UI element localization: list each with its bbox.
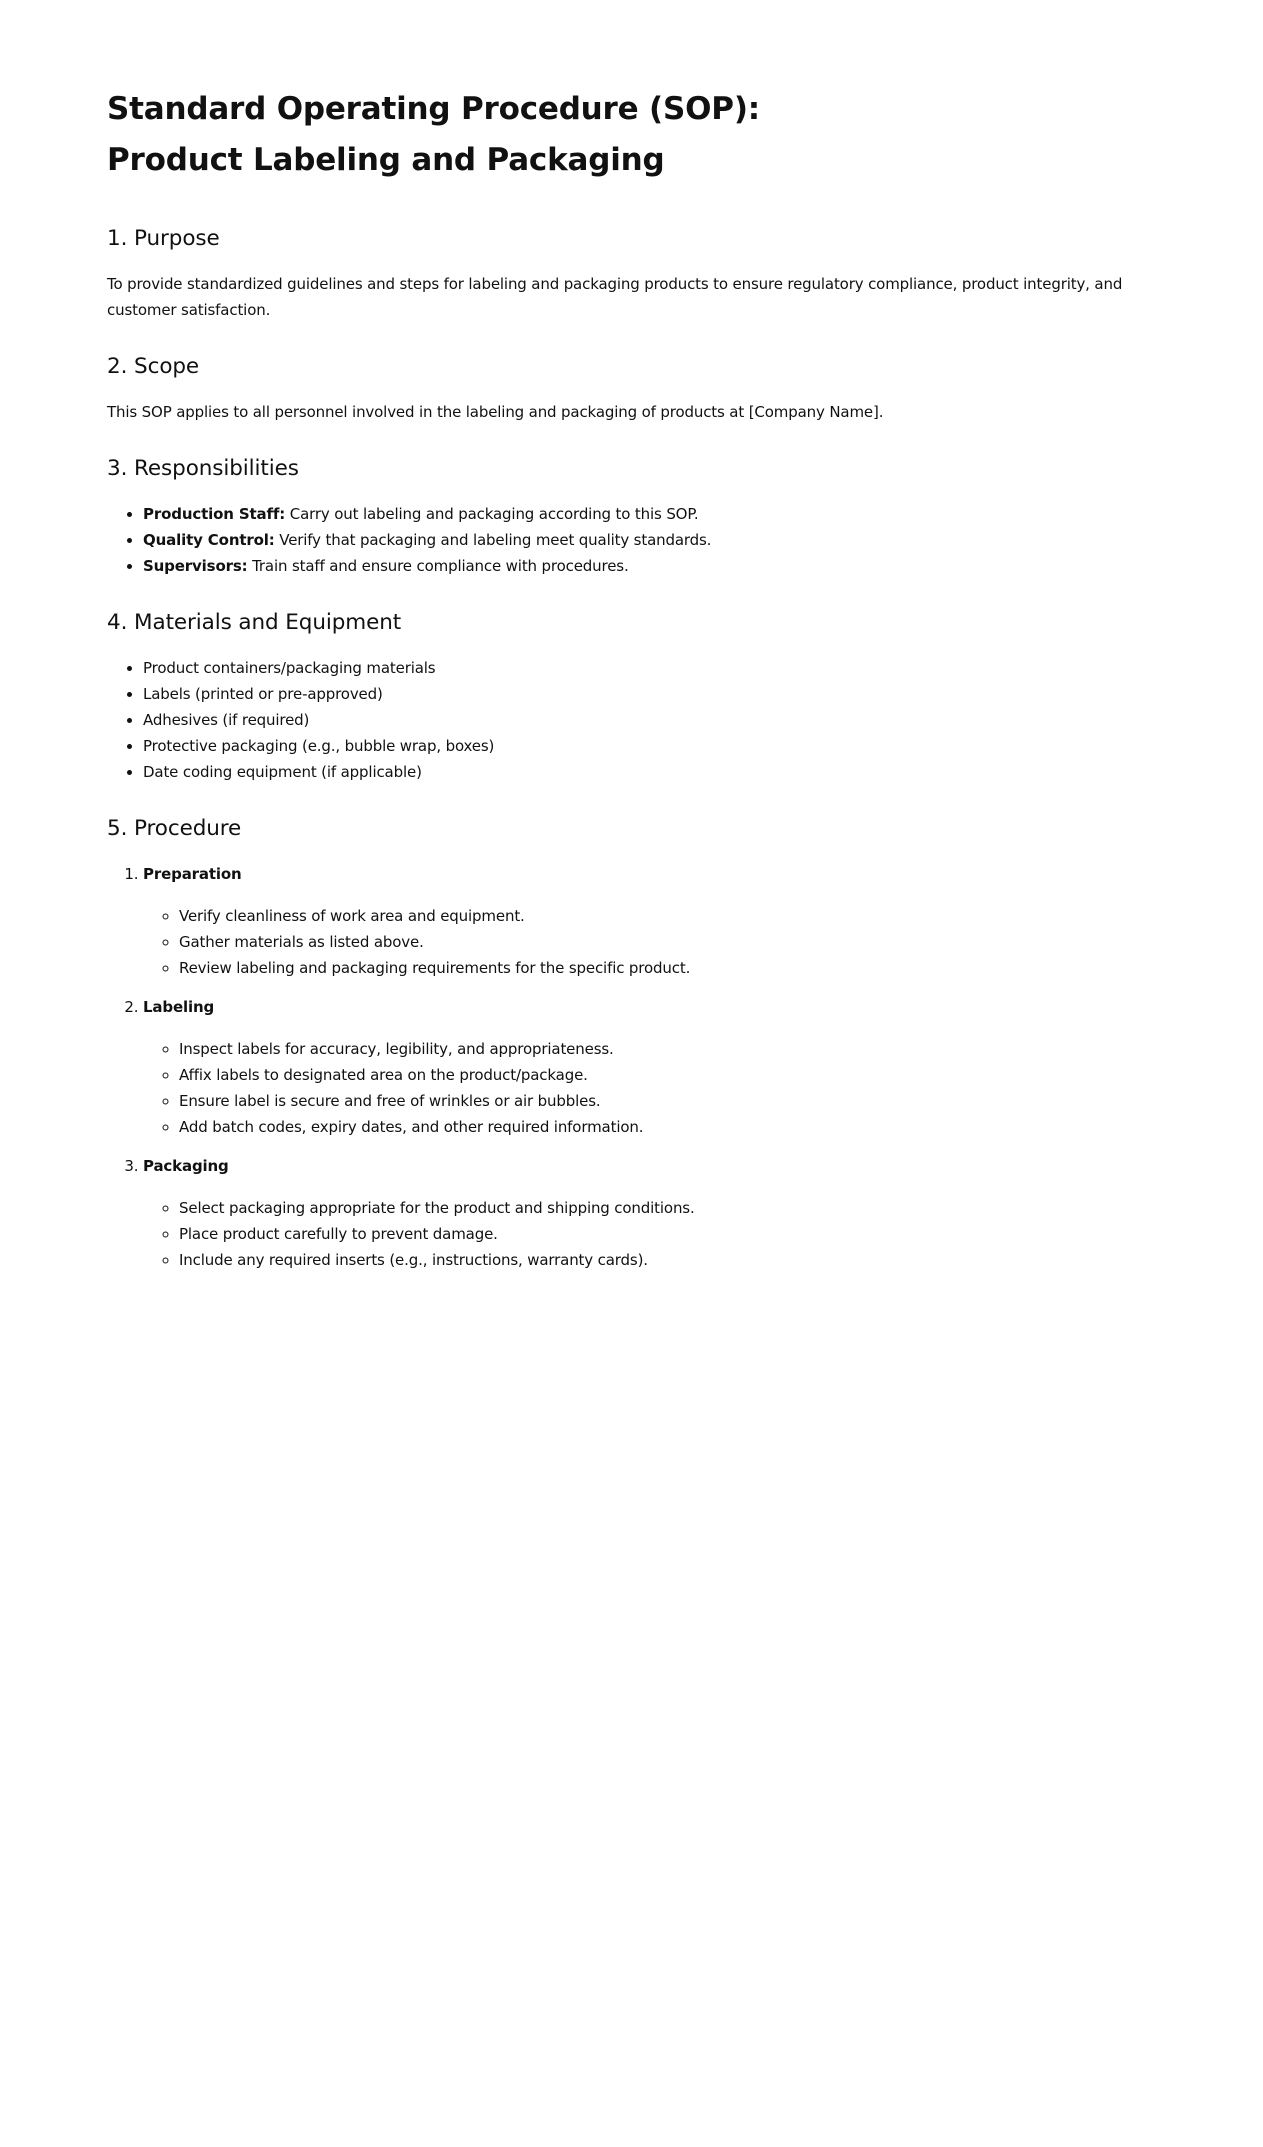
responsibilities-list [107, 501, 1156, 579]
list-item: ◦ Add batch codes, expiry dates, and other required information. [179, 1114, 1156, 1140]
materials-list [107, 655, 1156, 785]
list-item: ◦ Place product carefully to prevent damage. [179, 1221, 1156, 1247]
role-term: Production Staff: [143, 505, 286, 523]
list-item [143, 501, 1156, 527]
role-description: Carry out labeling and packaging according to this SOP. [285, 505, 699, 523]
list-item: ◦ Ensure label is secure and free of wrinkles or air bubbles. [179, 1088, 1156, 1114]
scope-heading: 2. Scope [107, 354, 200, 379]
step-substeps [143, 1036, 1156, 1140]
section-purpose [107, 224, 1156, 323]
procedure-steps [107, 861, 1156, 1273]
section-materials [107, 608, 1156, 785]
list-item [143, 527, 1156, 553]
step-title: 1. Preparation [143, 865, 242, 883]
materials-heading: 4. Materials and Equipment [107, 610, 402, 635]
list-item: ◦ Verify cleanliness of work area and equipment. [179, 903, 1156, 929]
list-item: • Protective packaging (e.g., bubble wrap, boxes) [143, 733, 1156, 759]
list-item: • Labels (printed or pre-approved) [143, 681, 1156, 707]
section-scope [107, 352, 1156, 425]
title-line-1: Standard Operating Procedure (SOP): [107, 91, 760, 127]
list-item: ◦ Affix labels to designated area on the product/package. [179, 1062, 1156, 1088]
purpose-text: To provide standardized guidelines and steps for labeling and packaging products to ensure regulatory compliance, product integrity, and customer satisfaction. [107, 275, 1123, 319]
list-item: ◦ Include any required inserts (e.g., instructions, warranty cards). [179, 1247, 1156, 1273]
list-item: • Product containers/packaging materials [143, 655, 1156, 681]
step-substeps [143, 1195, 1156, 1273]
procedure-heading: 5. Procedure [107, 816, 242, 841]
section-procedure [107, 814, 1156, 1273]
procedure-step-preparation [143, 861, 1156, 981]
document-title [107, 84, 1156, 186]
role-description: Train staff and ensure compliance with procedures. [247, 557, 629, 575]
role-term: Supervisors: [143, 557, 248, 575]
procedure-step-labeling [143, 994, 1156, 1140]
list-item: ◦ Review labeling and packaging requirements for the specific product. [179, 955, 1156, 981]
procedure-step-packaging [143, 1153, 1156, 1273]
section-responsibilities [107, 454, 1156, 579]
list-item: ◦ Select packaging appropriate for the product and shipping conditions. [179, 1195, 1156, 1221]
list-item [143, 553, 1156, 579]
scope-text: This SOP applies to all personnel involved in the labeling and packaging of products at [Company Name]. [107, 403, 884, 421]
title-line-2: Product Labeling and Packaging [107, 142, 665, 178]
list-item: • Date coding equipment (if applicable) [143, 759, 1156, 785]
list-item: ◦ Inspect labels for accuracy, legibility, and appropriateness. [179, 1036, 1156, 1062]
role-description: Verify that packaging and labeling meet quality standards. [274, 531, 712, 549]
step-title: 3. Packaging [143, 1157, 229, 1175]
step-substeps [143, 903, 1156, 981]
list-item: • Adhesives (if required) [143, 707, 1156, 733]
step-title: 2. Labeling [143, 998, 215, 1016]
purpose-heading: 1. Purpose [107, 226, 220, 251]
responsibilities-heading: 3. Responsibilities [107, 456, 299, 481]
list-item: ◦ Gather materials as listed above. [179, 929, 1156, 955]
role-term: Quality Control: [143, 531, 275, 549]
